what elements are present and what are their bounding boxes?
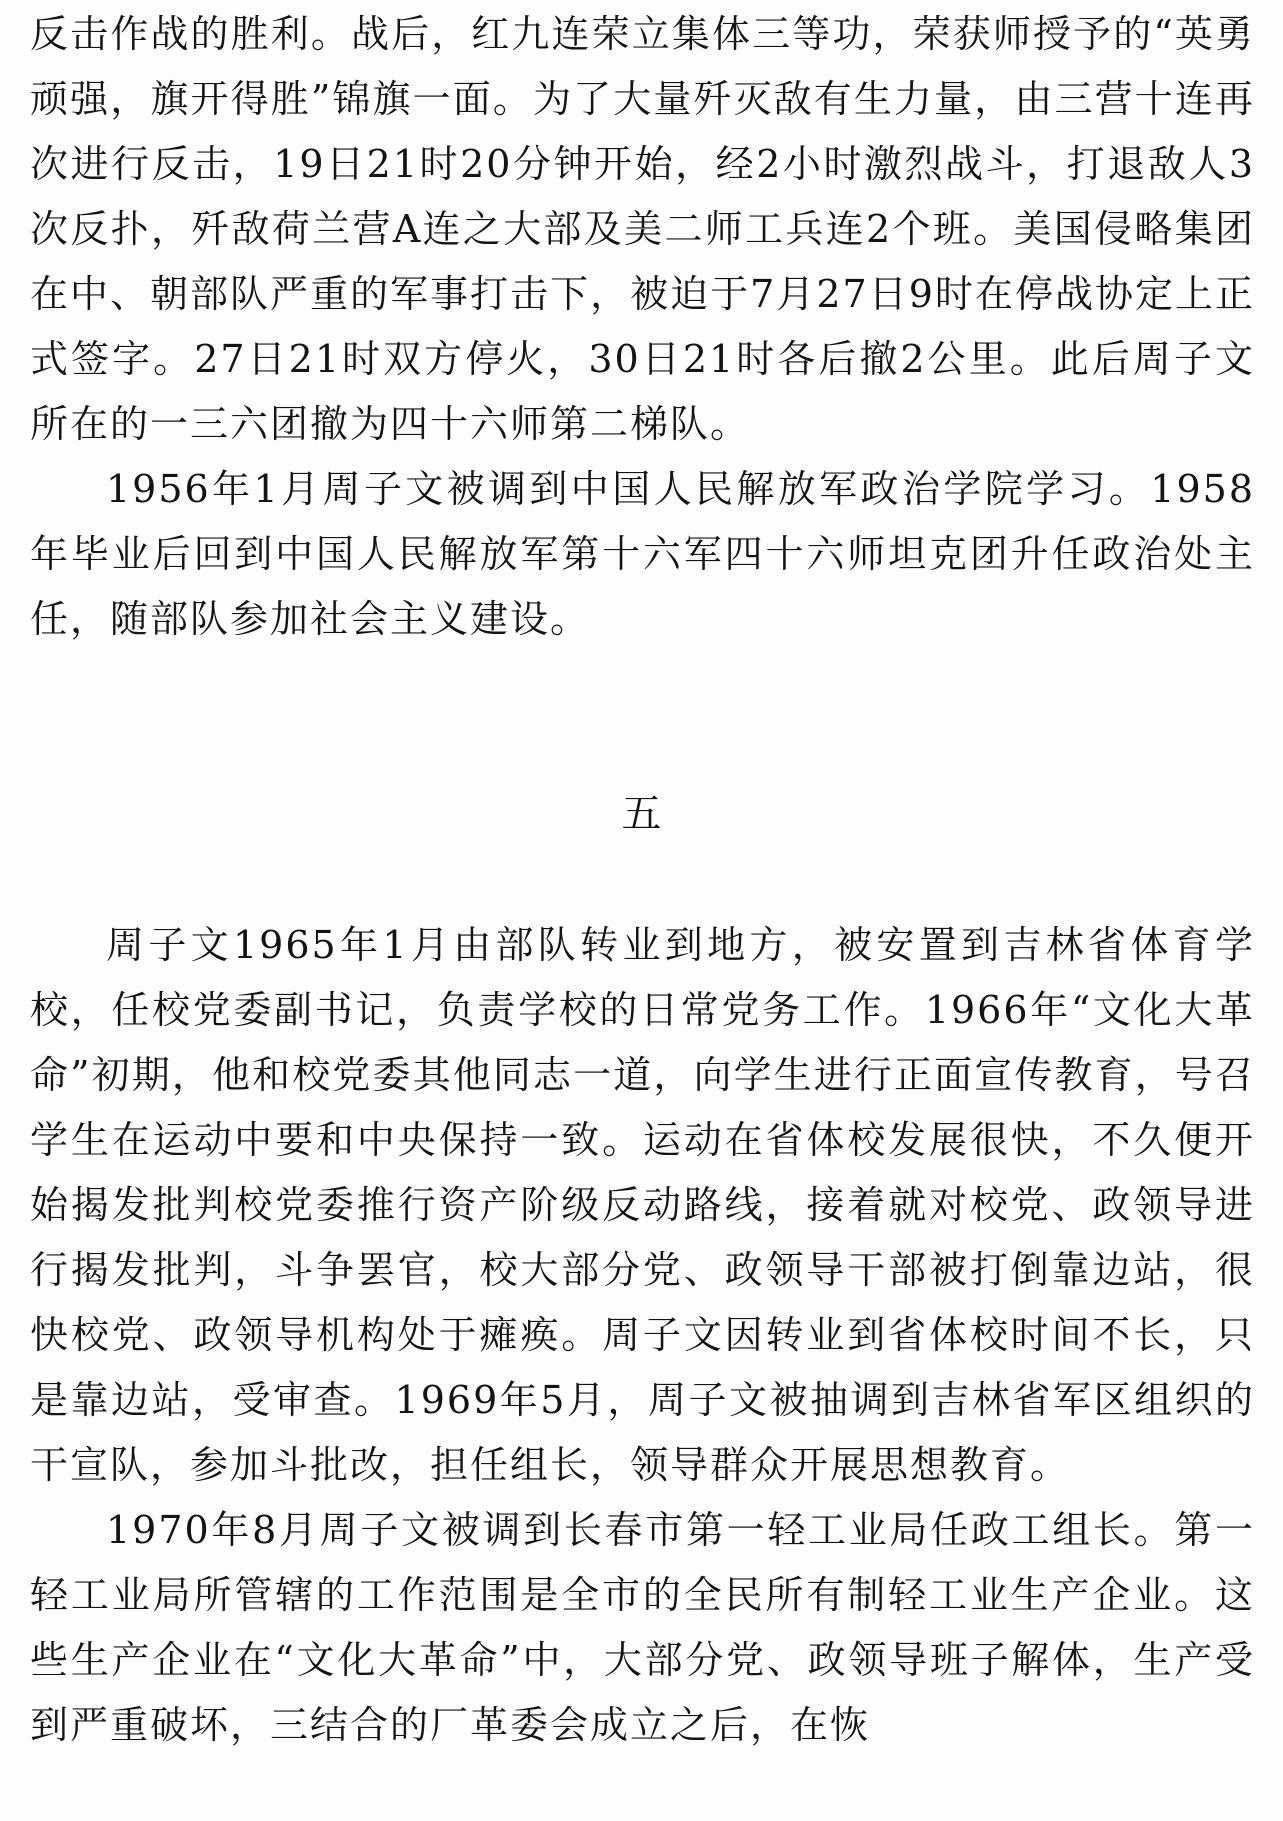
paragraph-light-industry-bureau: 1970年8月周子文被调到长春市第一轻工业局任政工组长。第一轻工业局所管辖的工作范围是全市的全民所有制轻工业生产企业。这些生产企业在“文化大革命”中，大部分党、政领导班子解体，生产受到严重破坏，三结合的厂革委会成立之后，在恢	[30, 1508, 1255, 1747]
section-heading: 五	[621, 791, 662, 837]
paragraph-political-academy: 1956年1月周子文被调到中国人民解放军政治学院学习。1958年毕业后回到中国人民解放军第十六军四十六师坦克团升任政治处主任，随部队参加社会主义建设。	[30, 467, 1255, 641]
text-block-top	[30, 2, 1255, 652]
paragraph-continuation: 反击作战的胜利。战后，红九连荣立集体三等功，荣获师授予的“英勇顽强，旗开得胜”锦旗一面。为了大量歼灭敌有生力量，由三营十连再次进行反击，19日21时20分钟开始，经2小时激烈战斗，打退敌人3次反扑，歼敌荷兰营A连之大部及美二师工兵连2个班。美国侵略集团在中、朝部队严重的军事打击下，被迫于7月27日9时在停战协定上正式签字。27日21时双方停火，30日21时各后撤2公里。此后周子文所在的一三六团撤为四十六师第二梯队。	[30, 12, 1255, 446]
paragraph-transfer-sports-school: 周子文1965年1月由部队转业到地方，被安置到吉林省体育学校，任校党委副书记，负责学校的日常党务工作。1966年“文化大革命”初期，他和校党委其他同志一道，向学生进行正面宣传教育，号召学生在运动中要和中央保持一致。运动在省体校发展很快，不久便开始揭发批判校党委推行资产阶级反动路线，接着就对校党、政领导进行揭发批判，斗争罢官，校大部分党、政领导干部被打倒靠边站，很快校党、政领导机构处于瘫痪。周子文因转业到省体校时间不长，只是靠边站，受审查。1969年5月，周子文被抽调到吉林省军区组织的干宣队，参加斗批改，担任组长，领导群众开展思想教育。	[30, 923, 1255, 1487]
text-block-bottom	[30, 913, 1255, 1758]
